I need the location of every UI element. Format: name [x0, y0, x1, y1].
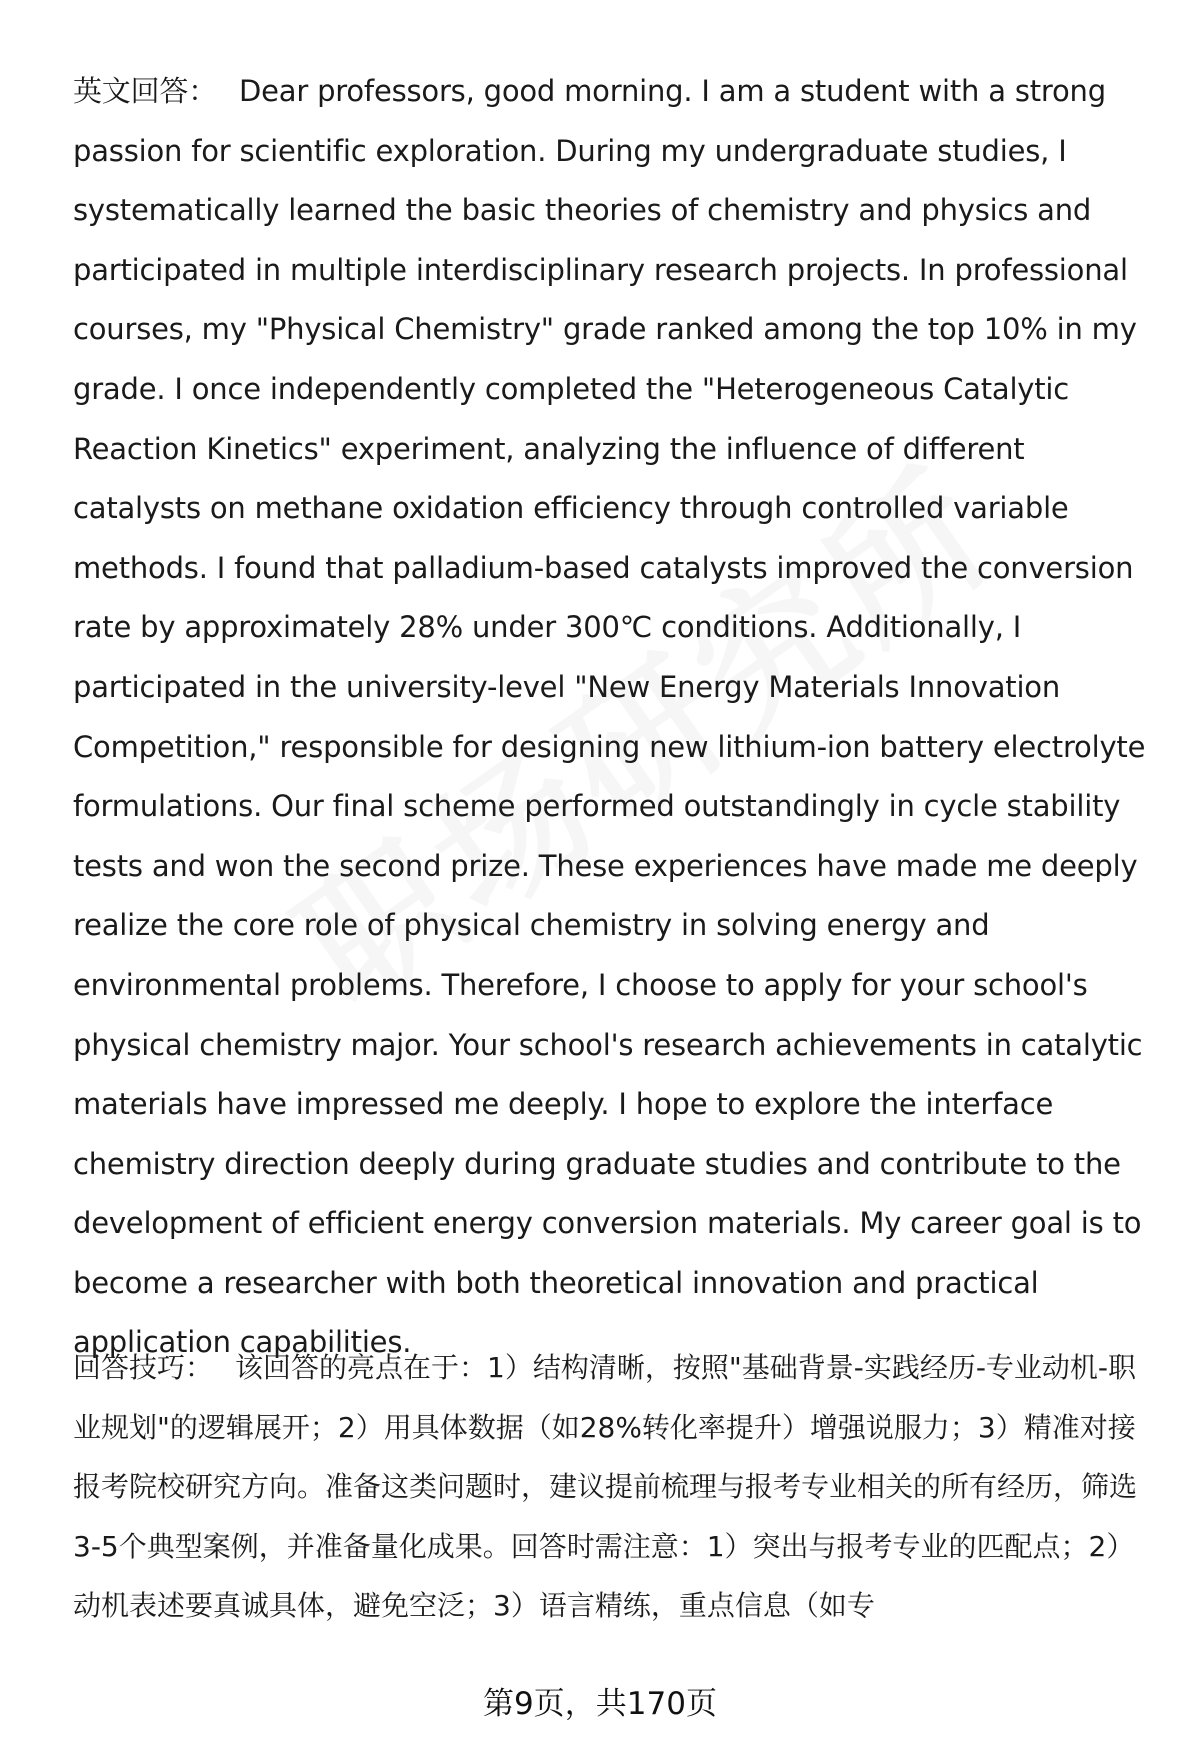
english-answer-label: 英文回答： [73, 74, 218, 108]
english-answer-paragraph [73, 62, 1153, 1373]
page-number-footer: 第9页，共170页 [483, 1686, 717, 1722]
answer-tips-text: 该回答的亮点在于：1）结构清晰，按照"基础背景-实践经历-专业动机-职业规划"的逻辑展开；2）用具体数据（如28%转化率提升）增强说服力；3）精准对接报考院校研究方向。准备这类问题时，建议提前梳理与报考专业相关的所有经历，筛选3-5个典型案例，并准备量化成果。回答时需注意：1）突出与报考专业的匹配点；2）动机表述要真诚具体，避免空泛；3）语言精练，重点信息（如专 [73, 1351, 1138, 1623]
english-answer-text: Dear professors, good morning. I am a student with a strong passion for scientific exploration. During my undergraduate studies, I systematically learned the basic theories of chemistry and physics and participated in multiple interdisciplinary research projects. In professional courses, my "Physical Chemistry" grade ranked among the top 10% in my grade. I once independently completed the "Heterogeneous Catalytic Reaction Kinetics" experiment, analyzing the influence of different catalysts on methane oxidation efficiency through controlled variable methods. I found that palladium-based catalysts improved the conversion rate by approximately 28% under 300℃ conditions. Additionally, I participated in the university-level "New Energy Materials Innovation Competition," responsible for designing new lithium-ion battery electrolyte formulations. Our final scheme performed outstandingly in cycle stability tests and won the second prize. These experiences have made me deeply realize the core role of physical chemistry in solving energy and environmental problems. Therefore, I choose to apply for your school's physical chemistry major. Your school's research achievements in catalytic materials have impressed me deeply. I hope to explore the interface chemistry direction deeply during graduate studies and contribute to the development of efficient energy conversion materials. My career goal is to become a researcher with both theoretical innovation and practical application capabilities. [73, 74, 1146, 1360]
answer-tips-label: 回答技巧： [73, 1351, 214, 1384]
answer-tips-paragraph [73, 1338, 1153, 1636]
